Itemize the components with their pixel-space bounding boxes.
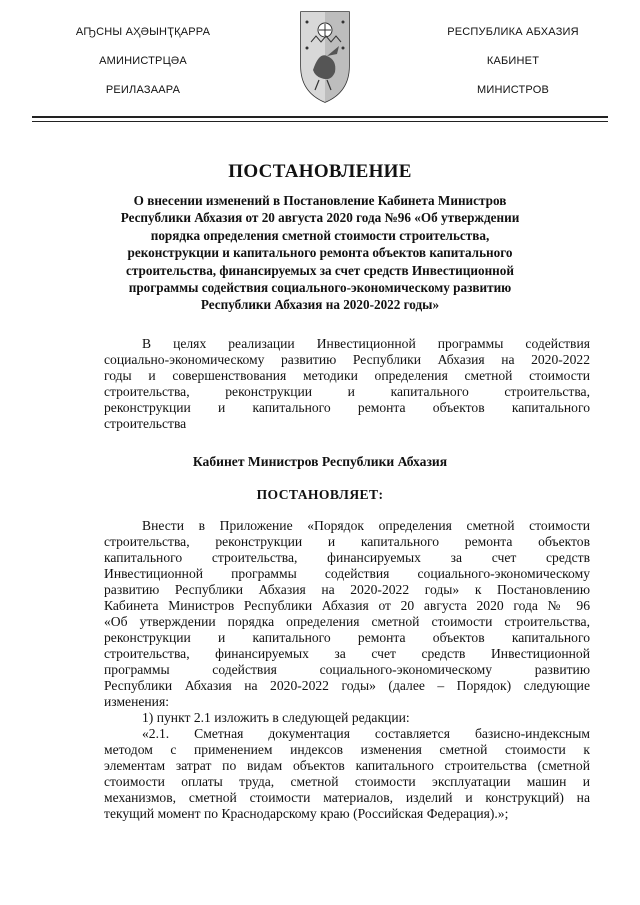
- subject-line: реконструкции и капитального ремонта объектов капитального: [127, 245, 513, 261]
- body-line: текущий момент по Краснодарскому краю (Российская Федерация).»;: [104, 806, 509, 821]
- body-line: изменения:: [104, 694, 169, 709]
- body-line: развитию Республики Абхазия на 2020-2022 годы» к Постановлению: [104, 582, 590, 597]
- subject-line: Республики Абхазия на 2020-2022 годы»: [200, 297, 440, 313]
- body-line: «Об утверждении порядка определения сметной стоимости строительства,: [104, 614, 590, 629]
- header-left-line: АМИНИСТРЦӘА: [99, 55, 187, 67]
- body-line: реконструкции и капитального ремонта объектов капитального: [104, 630, 590, 645]
- subject-line: строительства, финансируемых за счет средств Инвестиционной: [126, 262, 514, 278]
- header-divider-thick: [32, 116, 608, 118]
- subject-line: порядка определения сметной стоимости строительства,: [150, 227, 490, 243]
- body-paragraph: [104, 518, 590, 822]
- subject-line: Республики Абхазия от 20 августа 2020 года №96 «Об утверждении: [120, 210, 520, 226]
- header-divider-thin: [32, 121, 608, 122]
- body-line: 1) пункт 2.1 изложить в следующей редакции:: [142, 710, 410, 725]
- issuing-body-heading: Кабинет Министров Республики Абхазия: [192, 454, 448, 469]
- preamble-line: годы и совершенствования методики определения сметной стоимости: [104, 368, 590, 383]
- header-left-block: [48, 18, 238, 105]
- body-line: строительства, финансируемых за счет средств Инвестиционной: [104, 646, 590, 661]
- preamble-line: строительства, реконструкции и капитального строительства,: [104, 384, 590, 399]
- subject-line: О внесении изменений в Постановление Кабинета Министров: [133, 193, 507, 208]
- subject-line: программы содействия социального-экономическому развитию: [128, 280, 512, 296]
- abkhazia-coat-of-arms-icon: [297, 8, 353, 104]
- body-line: механизмов, сметной стоимости материалов, изделий и конструкций) на: [104, 790, 590, 805]
- header-right-line: РЕСПУБЛИКА АБХАЗИЯ: [447, 26, 579, 38]
- body-line: стоимости оплаты труда, сметной стоимости эксплуатации машин и: [104, 774, 590, 789]
- header-left-line: АҦСНЫ АҲӘЫНҬҚАРРА: [75, 26, 211, 38]
- document-title: ПОСТАНОВЛЕНИЕ: [228, 161, 412, 182]
- body-line: Внести в Приложение «Порядок определения сметной стоимости: [142, 518, 590, 533]
- header-left-line: РЕИЛАЗААРА: [105, 84, 181, 96]
- preamble-line: строительства: [104, 416, 187, 431]
- body-line: Кабинета Министров Республики Абхазия от 20 августа 2020 года № 96: [104, 598, 590, 613]
- body-line: строительства, реконструкции и капитального ремонта объектов: [104, 534, 590, 549]
- preamble-paragraph: [104, 336, 590, 432]
- body-line: Инвестиционной программы содействия социального-экономическому: [104, 566, 590, 581]
- decree-heading: ПОСТАНОВЛЯЕТ:: [256, 487, 384, 502]
- header-right-line: КАБИНЕТ: [486, 55, 540, 67]
- preamble-line: социально-экономическому развитию Республики Абхазия на 2020-2022: [104, 352, 590, 367]
- preamble-line: реконструкции и капитального ремонта объектов капитального: [104, 400, 590, 415]
- body-line: Республики Абхазия на 2020-2022 годы» (далее – Порядок) следующие: [104, 678, 590, 693]
- body-line: «2.1. Сметная документация составляется базисно-индексным: [142, 726, 590, 741]
- document-subject: [110, 192, 530, 314]
- body-line: методом с применением индексов изменения сметной стоимости к: [104, 742, 590, 757]
- body-line: капитального строительства, финансируемых за счет средств: [104, 550, 590, 565]
- header-right-block: [418, 18, 608, 105]
- preamble-line: В целях реализации Инвестиционной программы содействия: [142, 336, 590, 351]
- header-right-line: МИНИСТРОВ: [476, 84, 549, 96]
- body-line: элементам затрат по видам объектов капитального строительства (сметной: [104, 758, 590, 773]
- body-line: программы содействия социального-экономическому развитию: [104, 662, 590, 677]
